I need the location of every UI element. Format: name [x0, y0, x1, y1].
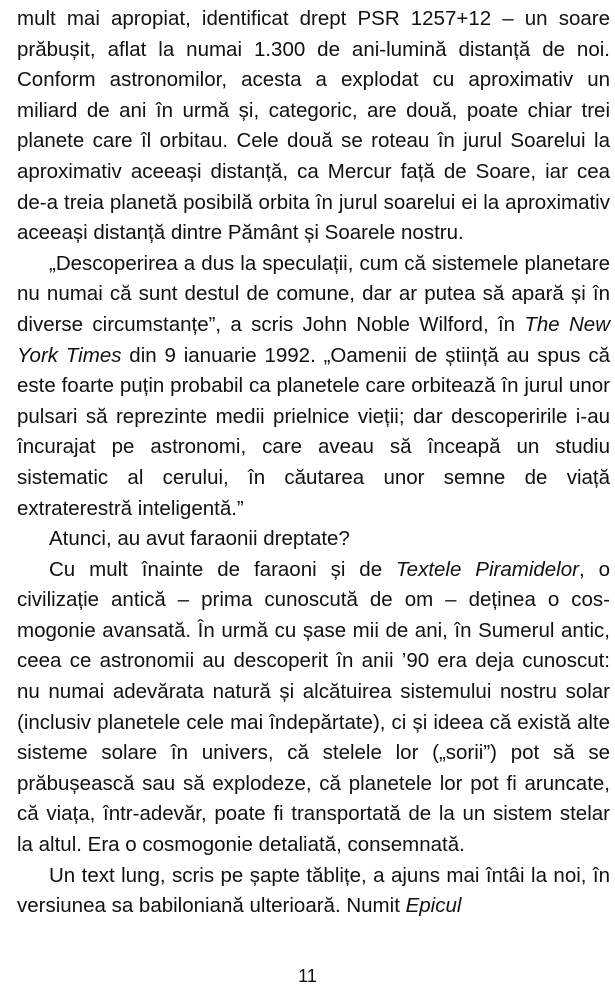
paragraph-text: Un text lung, scris pe șapte tăblițe, a ajuns mai întâi la noi, în versiunea sa babiloniană ulterioară. Numit: [17, 863, 610, 918]
page-number: 11: [298, 966, 317, 986]
italic-title: The New York Times: [17, 312, 610, 367]
paragraph: [17, 861, 610, 922]
paragraph: [17, 555, 610, 861]
paragraph-text: „Descoperirea a dus la speculații, cum că sistemele planetare nu numai că sunt destul de comune, dar ar putea să apară și în diverse circumstanțe”, a scris John Noble Wilford, în: [17, 251, 610, 336]
paragraph-text: Atunci, au avut faraonii dreptate?: [49, 527, 350, 551]
italic-title: Epicul: [405, 894, 462, 918]
paragraph: [17, 4, 610, 249]
paragraph: [17, 249, 610, 524]
paragraph-text: Cu mult înainte de faraoni și de: [49, 557, 397, 581]
document-page: [17, 4, 610, 922]
paragraph-text: mult mai apropiat, identificat drept PSR 1257+12 – un soare prăbușit, aflat la numai 1.300 de ani-lumină distanță de noi. Conform astronomilor, acesta a explodat cu aproximativ un miliard de ani în urmă și, categoric, are două, poate chiar trei planete care îl orbitau. Cele două se roteau în jurul Soarelui la aproximativ aceeași distanță, ca Mercur față de Soare, iar cea de-a treia planetă posibilă orbita în jurul soarelui ei la aproximativ aceeași distanță dintre Pământ și Soarele nostru.: [17, 7, 610, 245]
paragraph-text: din 9 ianuarie 1992. „Oamenii de știință au spus că este foarte puțin probabil ca planetele care orbitează în jurul unor pulsari să reprezinte medii prielnice vieții; dar descoperirile i-au încurajat pe astronomi, care aveau să înceapă un studiu sistematic al cerului, în căutarea unor semne de viață extraterestră inteligentă.”: [17, 343, 611, 520]
italic-title: Textele Piramidelor: [396, 557, 579, 581]
paragraph: [17, 524, 610, 555]
paragraph-text: , o civilizație antică – prima cunoscută de om – deținea o cosmogonie avansată. În urmă cu șase mii de ani, în Sumerul antic, ceea ce astronomii au descoperit în anii ’90 era deja cunoscut: nu numai adevărata natură și alcătuirea sistemului nostru solar (inclusiv planetele cele mai îndepărtate), ci și ideea că există alte sisteme solare în univers, că stelele lor („sorii”) pot să se prăbușească sau să explodeze, că planetele lor pot fi aruncate, că viața, într-adevăr, poate fi transportată de la un sistem stelar la altul. Era o cosmogonie detaliată, consemnată.: [17, 557, 610, 857]
